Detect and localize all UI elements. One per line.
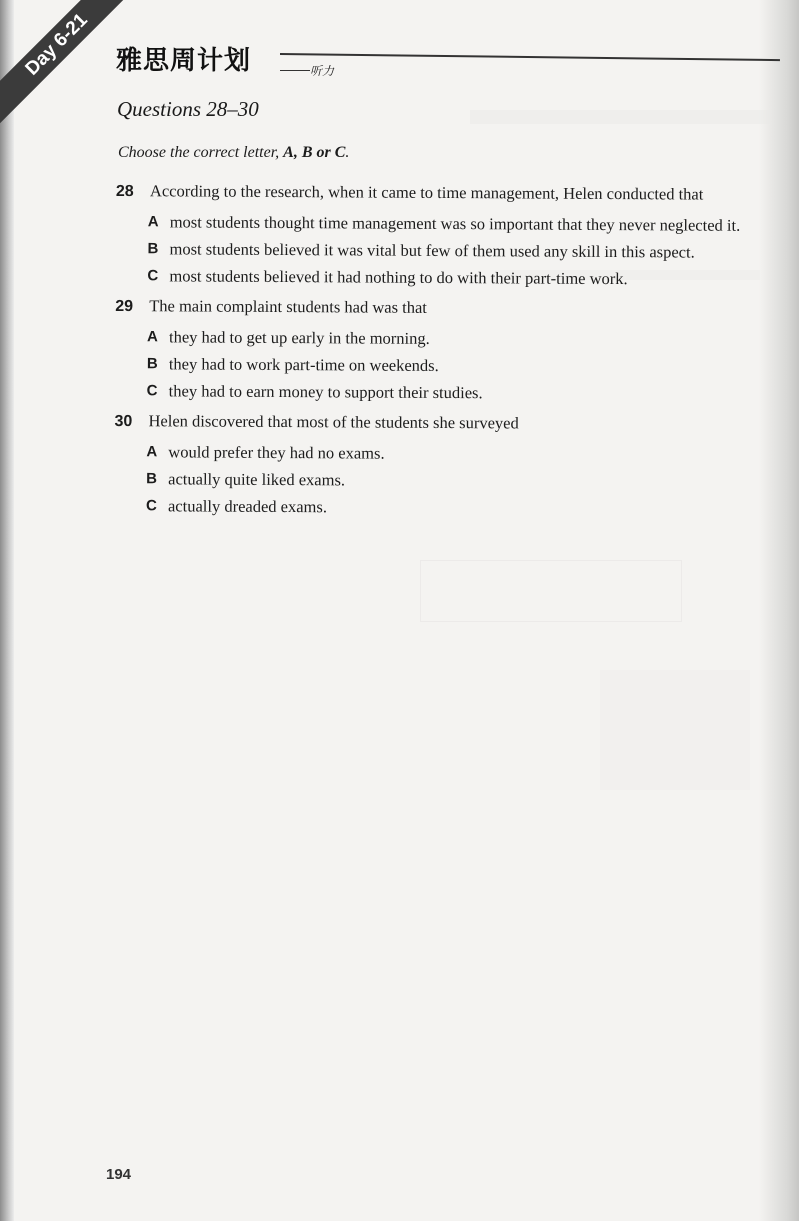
option-list — [147, 211, 795, 291]
option-letter: C — [146, 382, 158, 400]
option-letter: B — [146, 470, 158, 488]
question-text: The main complaint students had was that — [149, 296, 427, 317]
option-a — [148, 211, 796, 237]
option-text: they had to earn money to support their studies. — [168, 381, 483, 403]
option-a — [146, 441, 794, 467]
option-letter: B — [147, 240, 159, 258]
option-b — [148, 238, 796, 264]
option-letter: A — [147, 213, 159, 231]
option-letter: B — [146, 355, 158, 373]
option-letter: A — [146, 328, 158, 346]
option-text: actually quite liked exams. — [168, 469, 346, 490]
question-text: According to the research, when it came to time management, Helen conducted that — [149, 181, 704, 204]
option-text: they had to get up early in the morning. — [168, 327, 430, 348]
question-number: 28 — [115, 182, 134, 201]
option-letter: C — [147, 267, 159, 285]
option-text: actually dreaded exams. — [167, 496, 328, 517]
book-subtitle: 听力 — [310, 64, 335, 78]
option-text: most students believed it was vital but few of them used any skill in this aspect. — [169, 239, 695, 262]
option-c — [147, 265, 795, 291]
option-list — [146, 441, 794, 521]
option-c — [147, 380, 795, 406]
book-title: 雅思周计划 — [116, 46, 252, 76]
option-text: most students thought time management was so important that they never neglected it. — [169, 212, 741, 235]
instruction-suffix: . — [345, 144, 350, 161]
question-28 — [115, 180, 796, 291]
option-text: they had to work part-time on weekends. — [168, 354, 439, 375]
option-b — [147, 353, 795, 379]
section-heading: Questions 28–30 — [117, 97, 259, 121]
question-30 — [114, 410, 795, 521]
question-29 — [115, 295, 796, 406]
page-binding-edge — [0, 0, 14, 1221]
question-number: 30 — [114, 412, 133, 431]
instruction-letters: A, B or C — [283, 144, 346, 161]
header-rule-short — [280, 70, 310, 71]
day-tag: Day 6-21 — [21, 9, 92, 80]
option-text: would prefer they had no exams. — [168, 442, 385, 463]
question-text: Helen discovered that most of the students she surveyed — [148, 411, 519, 433]
header-rule — [280, 53, 780, 61]
option-a — [147, 326, 795, 352]
option-letter: A — [146, 443, 158, 461]
option-text: most students believed it had nothing to do with their part-time work. — [169, 266, 628, 289]
question-list — [114, 180, 796, 526]
option-b — [146, 468, 794, 494]
option-letter: C — [145, 497, 157, 515]
question-number: 29 — [115, 297, 134, 316]
option-c — [146, 495, 794, 521]
instruction-prefix: Choose the correct letter, — [118, 144, 284, 161]
instruction — [118, 144, 349, 162]
option-list — [147, 326, 795, 406]
page-number: 194 — [106, 1166, 132, 1183]
